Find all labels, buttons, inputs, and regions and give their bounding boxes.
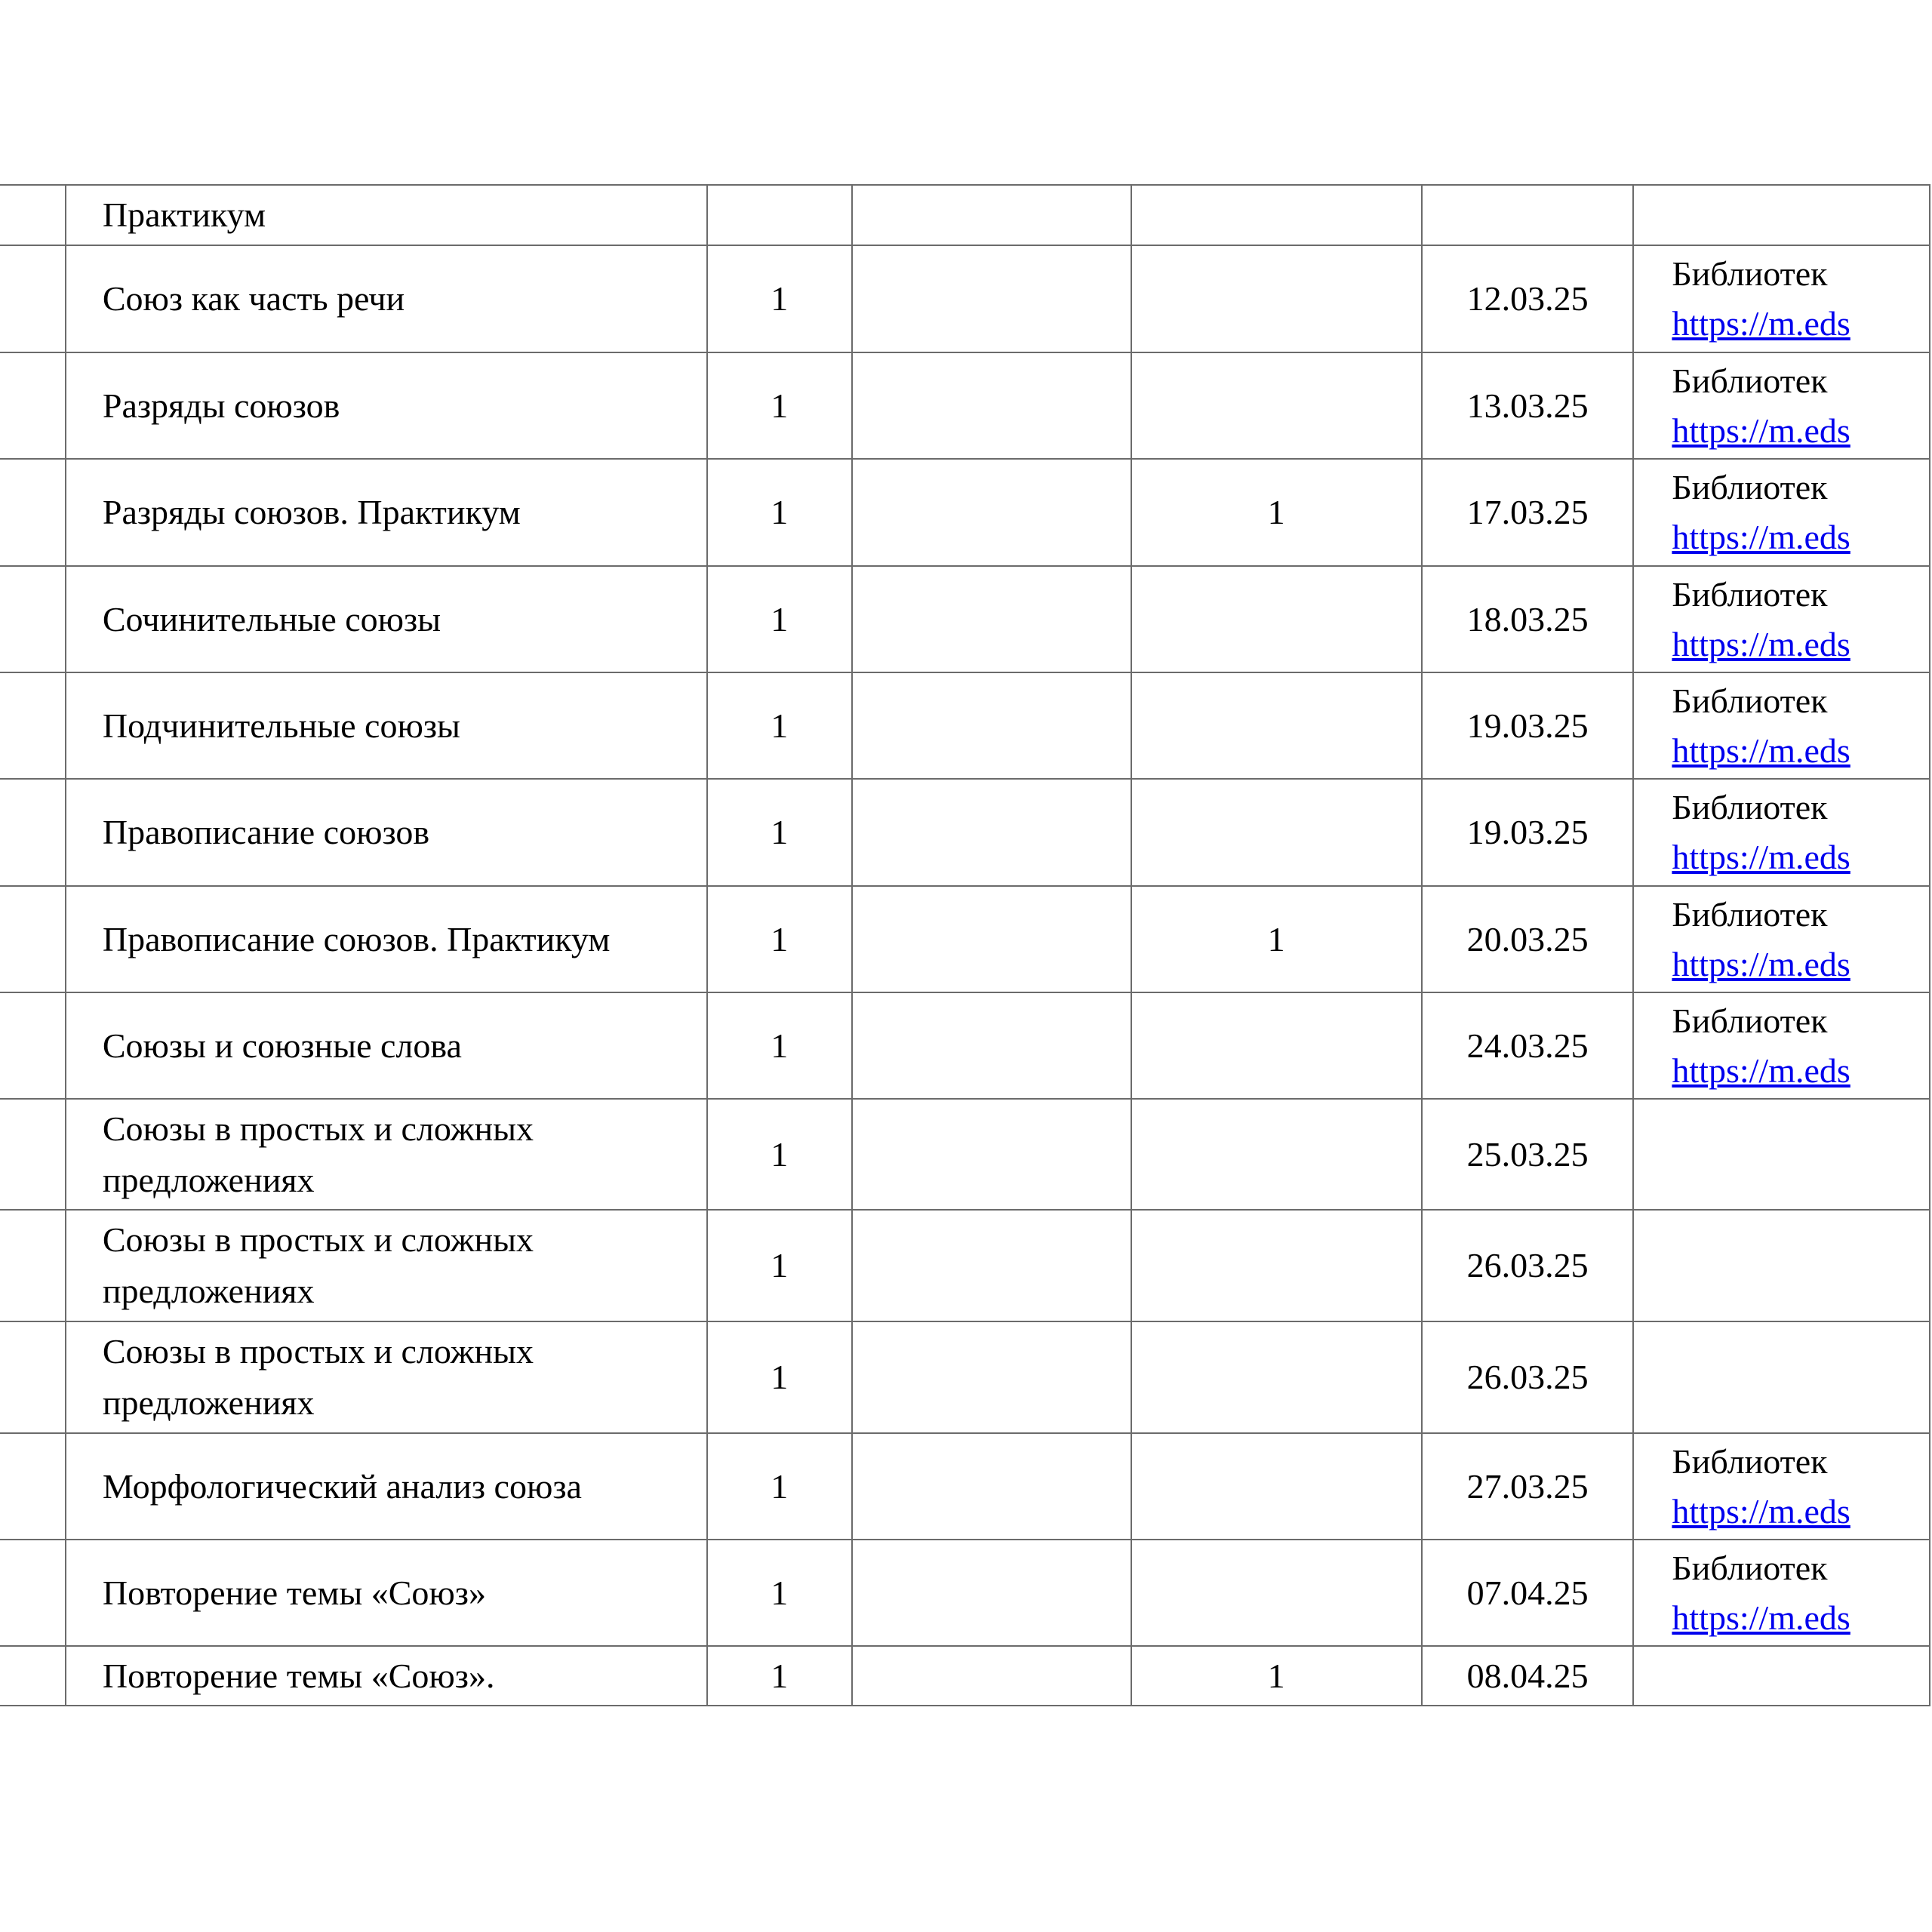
hours-value: 1 (771, 706, 789, 745)
hours-cell (707, 352, 852, 459)
resource-title: Библиотек (1672, 361, 1828, 400)
hours-cell (707, 779, 852, 886)
date-cell (1422, 1433, 1634, 1540)
tests-cell (852, 672, 1131, 779)
resource-cell (1633, 352, 1930, 459)
tests-cell (852, 1099, 1131, 1210)
date-value: 17.03.25 (1466, 493, 1589, 531)
resource-cell (1633, 185, 1930, 245)
hours-value: 1 (771, 1573, 789, 1612)
hours-cell (707, 1099, 852, 1210)
date-value: 27.03.25 (1466, 1466, 1589, 1506)
hours-cell (707, 672, 852, 779)
date-value: 19.03.25 (1466, 706, 1589, 745)
table-row (0, 672, 1930, 779)
resource-title: Библиотек (1672, 574, 1828, 614)
resource-link[interactable]: https://m.eds (1672, 1491, 1850, 1531)
practice-value: 1 (1267, 1656, 1285, 1695)
practice-cell (1131, 459, 1422, 566)
date-value: 25.03.25 (1466, 1134, 1589, 1174)
resource-cell (1633, 1321, 1930, 1433)
table-row (0, 352, 1930, 459)
resource-cell (1633, 779, 1930, 886)
row-number-cell (0, 1433, 66, 1540)
date-cell (1422, 1540, 1634, 1646)
row-number-cell (0, 1099, 66, 1210)
row-number-cell (0, 779, 66, 886)
tests-cell (852, 1210, 1131, 1321)
topic-text: Союзы в простых и сложных предложениях (102, 1109, 534, 1199)
row-number-cell (0, 185, 66, 245)
practice-cell (1131, 185, 1422, 245)
practice-cell (1131, 672, 1422, 779)
practice-cell (1131, 1540, 1422, 1646)
table-row (0, 886, 1930, 992)
hours-cell (707, 992, 852, 1099)
topic-text: Подчинительные союзы (102, 706, 460, 745)
resource-title: Библиотек (1672, 1441, 1828, 1481)
topic-text: Правописание союзов (102, 813, 430, 851)
topic-cell (66, 1321, 707, 1433)
table-row (0, 1099, 1930, 1210)
date-value: 26.03.25 (1466, 1358, 1589, 1396)
row-number-cell (0, 886, 66, 992)
resource-title: Библиотек (1672, 1001, 1828, 1040)
topic-text: Повторение темы «Союз». (102, 1656, 495, 1695)
resource-cell (1633, 992, 1930, 1099)
date-cell (1422, 245, 1634, 352)
date-value: 24.03.25 (1466, 1026, 1589, 1065)
hours-value: 1 (771, 1026, 789, 1065)
practice-cell (1131, 245, 1422, 352)
resource-cell (1633, 1646, 1930, 1706)
table-row (0, 992, 1930, 1099)
date-value: 08.04.25 (1466, 1656, 1589, 1695)
row-number-cell (0, 1646, 66, 1706)
practice-cell (1131, 1321, 1422, 1433)
date-cell (1422, 566, 1634, 672)
resource-cell (1633, 886, 1930, 992)
topic-cell (66, 1433, 707, 1540)
date-value: 12.03.25 (1466, 279, 1589, 318)
resource-link[interactable]: https://m.eds (1672, 1051, 1850, 1090)
tests-cell (852, 1321, 1131, 1433)
date-cell (1422, 1210, 1634, 1321)
hours-cell (707, 1210, 852, 1321)
table-row (0, 245, 1930, 352)
practice-cell (1131, 1099, 1422, 1210)
practice-value: 1 (1267, 919, 1285, 958)
topic-text: Разряды союзов. Практикум (102, 493, 521, 531)
topic-cell (66, 779, 707, 886)
hours-value: 1 (771, 386, 789, 425)
resource-link[interactable]: https://m.eds (1672, 304, 1850, 343)
date-value: 26.03.25 (1466, 1246, 1589, 1284)
lesson-plan-table (0, 184, 1930, 1706)
resource-link[interactable]: https://m.eds (1672, 838, 1850, 876)
resource-cell (1633, 566, 1930, 672)
topic-cell (66, 245, 707, 352)
practice-cell (1131, 1646, 1422, 1706)
hours-cell (707, 1646, 852, 1706)
hours-cell (707, 886, 852, 992)
topic-text: Разряды союзов (102, 386, 340, 425)
tests-cell (852, 459, 1131, 566)
hours-cell (707, 1433, 852, 1540)
tests-cell (852, 1540, 1131, 1646)
table-row (0, 1540, 1930, 1646)
topic-cell (66, 352, 707, 459)
row-number-cell (0, 566, 66, 672)
topic-text: Союзы в простых и сложных предложениях (102, 1332, 534, 1422)
topic-cell (66, 459, 707, 566)
table-row (0, 779, 1930, 886)
hours-cell (707, 459, 852, 566)
row-number-cell (0, 352, 66, 459)
tests-cell (852, 245, 1131, 352)
hours-value: 1 (771, 493, 789, 531)
topic-text: Союз как часть речи (102, 279, 405, 318)
hours-value: 1 (771, 813, 789, 851)
table-row (0, 1210, 1930, 1321)
date-cell (1422, 886, 1634, 992)
table-row (0, 185, 1930, 245)
row-number-cell (0, 245, 66, 352)
table-row (0, 1433, 1930, 1540)
hours-cell (707, 1540, 852, 1646)
topic-text: Союзы в простых и сложных предложениях (102, 1220, 534, 1310)
topic-cell (66, 992, 707, 1099)
hours-value: 1 (771, 279, 789, 318)
date-cell (1422, 1646, 1634, 1706)
date-value: 19.03.25 (1466, 813, 1589, 851)
topic-cell (66, 566, 707, 672)
hours-value: 1 (771, 1466, 789, 1506)
row-number-cell (0, 672, 66, 779)
resource-cell (1633, 1540, 1930, 1646)
topic-text: Морфологический анализ союза (102, 1466, 582, 1506)
hours-cell (707, 566, 852, 672)
practice-cell (1131, 1433, 1422, 1540)
practice-cell (1131, 1210, 1422, 1321)
resource-cell (1633, 459, 1930, 566)
resource-title: Библиотек (1672, 681, 1828, 720)
date-value: 13.03.25 (1466, 386, 1589, 425)
hours-value: 1 (771, 1246, 789, 1284)
row-number-cell (0, 992, 66, 1099)
resource-title: Библиотек (1672, 254, 1828, 293)
tests-cell (852, 992, 1131, 1099)
resource-link[interactable]: https://m.eds (1672, 1598, 1850, 1637)
tests-cell (852, 185, 1131, 245)
practice-cell (1131, 992, 1422, 1099)
row-number-cell (0, 1321, 66, 1433)
date-cell (1422, 1099, 1634, 1210)
topic-text: Сочинительные союзы (102, 599, 441, 638)
hours-value: 1 (771, 1134, 789, 1174)
resource-title: Библиотек (1672, 894, 1828, 934)
tests-cell (852, 779, 1131, 886)
date-value: 20.03.25 (1466, 919, 1589, 958)
tests-cell (852, 1646, 1131, 1706)
topic-cell (66, 185, 707, 245)
row-number-cell (0, 459, 66, 566)
date-cell (1422, 992, 1634, 1099)
topic-cell (66, 886, 707, 992)
table-row (0, 1321, 1930, 1433)
resource-title: Библиотек (1672, 1548, 1828, 1587)
resource-link[interactable]: https://m.eds (1672, 944, 1850, 983)
resource-link[interactable]: https://m.eds (1672, 518, 1850, 556)
resource-cell (1633, 672, 1930, 779)
table-row (0, 566, 1930, 672)
date-value: 18.03.25 (1466, 599, 1589, 638)
tests-cell (852, 352, 1131, 459)
date-cell (1422, 779, 1634, 886)
resource-cell (1633, 1433, 1930, 1540)
date-cell (1422, 352, 1634, 459)
hours-cell (707, 245, 852, 352)
date-cell (1422, 1321, 1634, 1433)
hours-value: 1 (771, 1656, 789, 1695)
topic-text: Союзы и союзные слова (102, 1026, 462, 1065)
date-cell (1422, 672, 1634, 779)
resource-cell (1633, 245, 1930, 352)
table-row (0, 459, 1930, 566)
date-cell (1422, 185, 1634, 245)
hours-cell (707, 185, 852, 245)
hours-value: 1 (771, 919, 789, 958)
resource-link[interactable]: https://m.eds (1672, 624, 1850, 663)
resource-link[interactable]: https://m.eds (1672, 411, 1850, 450)
row-number-cell (0, 1540, 66, 1646)
practice-cell (1131, 566, 1422, 672)
practice-value: 1 (1267, 493, 1285, 531)
topic-cell (66, 1099, 707, 1210)
topic-cell (66, 1540, 707, 1646)
resource-cell (1633, 1099, 1930, 1210)
hours-value: 1 (771, 599, 789, 638)
tests-cell (852, 566, 1131, 672)
topic-cell (66, 672, 707, 779)
date-cell (1422, 459, 1634, 566)
resource-title: Библиотек (1672, 468, 1828, 506)
date-value: 07.04.25 (1466, 1573, 1589, 1612)
tests-cell (852, 886, 1131, 992)
topic-cell (66, 1210, 707, 1321)
tests-cell (852, 1433, 1131, 1540)
hours-cell (707, 1321, 852, 1433)
resource-title: Библиотек (1672, 788, 1828, 826)
row-number-cell (0, 1210, 66, 1321)
topic-cell (66, 1646, 707, 1706)
practice-cell (1131, 352, 1422, 459)
resource-cell (1633, 1210, 1930, 1321)
hours-value: 1 (771, 1358, 789, 1396)
practice-cell (1131, 886, 1422, 992)
resource-link[interactable]: https://m.eds (1672, 731, 1850, 770)
topic-text: Повторение темы «Союз» (102, 1573, 486, 1612)
topic-text: Практикум (102, 195, 266, 234)
topic-text: Правописание союзов. Практикум (102, 919, 611, 958)
practice-cell (1131, 779, 1422, 886)
table-row (0, 1646, 1930, 1706)
